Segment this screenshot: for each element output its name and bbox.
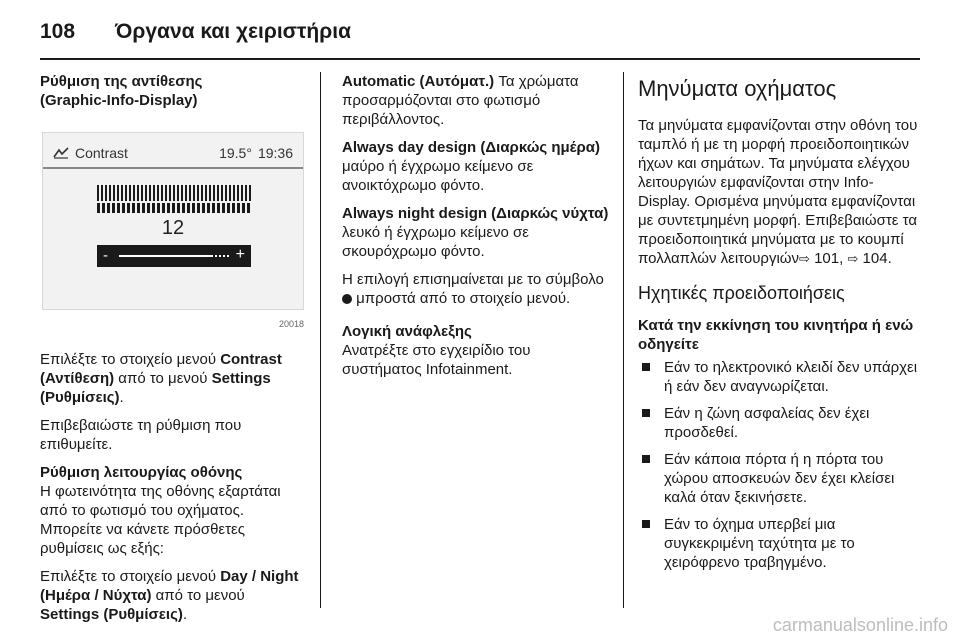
display-separator: [43, 167, 303, 169]
text: .: [887, 250, 892, 267]
column-divider-1: [320, 72, 321, 608]
list-item-text: Εάν το όχημα υπερβεί μια συγκεκριμένη ταχύτητα με το χειρόφρενο τραβηγμένο.: [664, 516, 855, 571]
bullet-dot-icon: [342, 294, 352, 304]
text: μαύρο ή έγχρωμο κείμενο σε ανοικτόχρωμο φόντο.: [342, 158, 534, 194]
heading-audible-warnings: Ηχητικές προειδοποιήσεις: [638, 283, 845, 303]
list-item-text: Εάν η ζώνη ασφαλείας δεν έχει προσδεθεί.: [664, 405, 870, 441]
column-3: [638, 72, 920, 580]
bullet-square-icon: [642, 520, 650, 528]
list-item: [638, 515, 920, 572]
option-night-design: Always night design (Διαρκώς νύχτα): [342, 205, 609, 222]
contrast-test-pattern: [97, 185, 251, 201]
list-item-text: Εάν το ηλεκτρονικό κλειδί δεν υπάρχει ή εάν δεν αναγνωρίζεται.: [664, 359, 918, 395]
display-status-bar: [53, 143, 293, 163]
page-reference-arrow-icon: ⇨: [847, 251, 859, 266]
display-label: Contrast: [75, 144, 128, 161]
paragraph-messages: [638, 116, 920, 268]
menu-item-name: Day / Night (Ημέρα / Νύχτα): [40, 568, 299, 604]
section-heading-contrast: [40, 72, 308, 110]
paragraph-selection-symbol: [342, 270, 610, 308]
page-title: Όργανα και χειριστήρια: [115, 20, 351, 43]
bullet-square-icon: [642, 363, 650, 371]
heading-line-1: Ρύθμιση της αντίθεσης: [40, 73, 203, 90]
contrast-test-pattern-fine: [97, 203, 251, 213]
heading-vehicle-messages: Μηνύματα οχήματος: [638, 76, 837, 101]
option-automatic: Automatic (Αυτόματ.): [342, 73, 495, 90]
page-header: [40, 12, 351, 52]
info-display: [42, 132, 304, 310]
plus-icon: +: [235, 246, 245, 263]
warnings-list: [638, 358, 920, 572]
section-heading-display-mode: Ρύθμιση λειτουργίας οθόνης: [40, 464, 243, 481]
menu-item-name: Contrast (Αντίθεση): [40, 351, 282, 387]
text: λευκό ή έγχρωμο κείμενο σε σκουρόχρωμο φόντο.: [342, 224, 529, 260]
text: Επιλέξτε το στοιχείο μενού: [40, 351, 221, 368]
text: Επιλέξτε το στοιχείο μενού: [40, 568, 221, 585]
text: μπροστά από το στοιχείο μενού.: [352, 290, 571, 307]
option-day-design: Always day design (Διαρκώς ημέρα): [342, 139, 600, 156]
column-1: [40, 72, 308, 633]
slider-fill: [119, 255, 213, 257]
text: Τα χρώματα προσαρμόζονται στο φωτισμό περιβάλλοντος.: [342, 73, 579, 128]
heading-line-2: (Graphic-Info-Display): [40, 92, 198, 109]
column-2: [342, 72, 610, 388]
paragraph-brightness: Η φωτεινότητα της οθόνης εξαρτάται από το φωτισμό του οχήματος. Μπορείτε να κάνετε πρόσθετες ρυθμίσεις ως εξής:: [40, 483, 281, 557]
figure-code: 20018: [278, 319, 304, 329]
paragraph-infotainment: Ανατρέξτε στο εγχειρίδιο του συστήματος Infotainment.: [342, 342, 531, 378]
header-rule: [40, 58, 920, 60]
page-number: 108: [40, 20, 76, 43]
paragraph-select-daynight: [40, 567, 308, 624]
text: .: [182, 606, 188, 623]
column-divider-2: [623, 72, 624, 608]
paragraph-night-design: [342, 204, 610, 261]
display-temperature: 19.5°: [219, 144, 252, 161]
paragraph-confirm: Επιβεβαιώστε τη ρύθμιση που επιθυμείτε.: [40, 417, 242, 453]
section-heading-engine-start: Κατά την εκκίνηση του κινητήρα ή ενώ οδηγείτε: [638, 317, 914, 353]
list-item-text: Εάν κάποια πόρτα ή η πόρτα του χώρου αποσκευών δεν έχει κλείσει καλά όταν ξεκινήσετε.: [664, 451, 895, 506]
paragraph-automatic: [342, 72, 610, 129]
paragraph-select-contrast: [40, 350, 308, 407]
text: από το μενού: [151, 587, 245, 604]
page-reference-link[interactable]: 101: [814, 250, 840, 267]
text: από το μενού: [114, 370, 212, 387]
text: ,: [839, 250, 848, 267]
watermark: carmanualsonline.info: [772, 615, 948, 635]
contrast-display-figure: [40, 120, 308, 338]
list-item: [638, 358, 920, 396]
minus-icon: -: [103, 247, 108, 264]
menu-name: Settings (Ρυθμίσεις): [40, 606, 183, 623]
display-time: 19:36: [257, 144, 293, 161]
list-item: [638, 450, 920, 507]
paragraph-day-design: [342, 138, 610, 195]
section-heading-ignition-logic: Λογική ανάφλεξης: [342, 323, 472, 340]
text: .: [119, 389, 124, 406]
page-reference-link[interactable]: 104: [862, 250, 888, 267]
contrast-icon: [53, 147, 69, 159]
contrast-value: 12: [161, 217, 185, 239]
page-reference-arrow-icon: ⇨: [799, 251, 810, 266]
bullet-square-icon: [642, 409, 650, 417]
menu-name: Settings (Ρυθμίσεις): [40, 370, 271, 406]
text: Τα μηνύματα εμφανίζονται στην οθόνη του ταμπλό ή με τη μορφή προειδοποιητικών ήχων και σημάτων. Τα μηνύματα ελέγχου λειτουργιών εμφανίζονται στην Info-Display. Ορισμένα μηνύματα εμφανίζονται με συντετμημένη μορφή. Επιβεβαιώστε τα προειδοποιητικά μηνύματα με το κουμπί πολλαπλών λειτουργιών: [638, 117, 918, 267]
list-item: [638, 404, 920, 442]
text: Η επιλογή επισημαίνεται με το σύμβολο: [342, 271, 604, 288]
bullet-square-icon: [642, 455, 650, 463]
contrast-slider[interactable]: [97, 245, 251, 267]
